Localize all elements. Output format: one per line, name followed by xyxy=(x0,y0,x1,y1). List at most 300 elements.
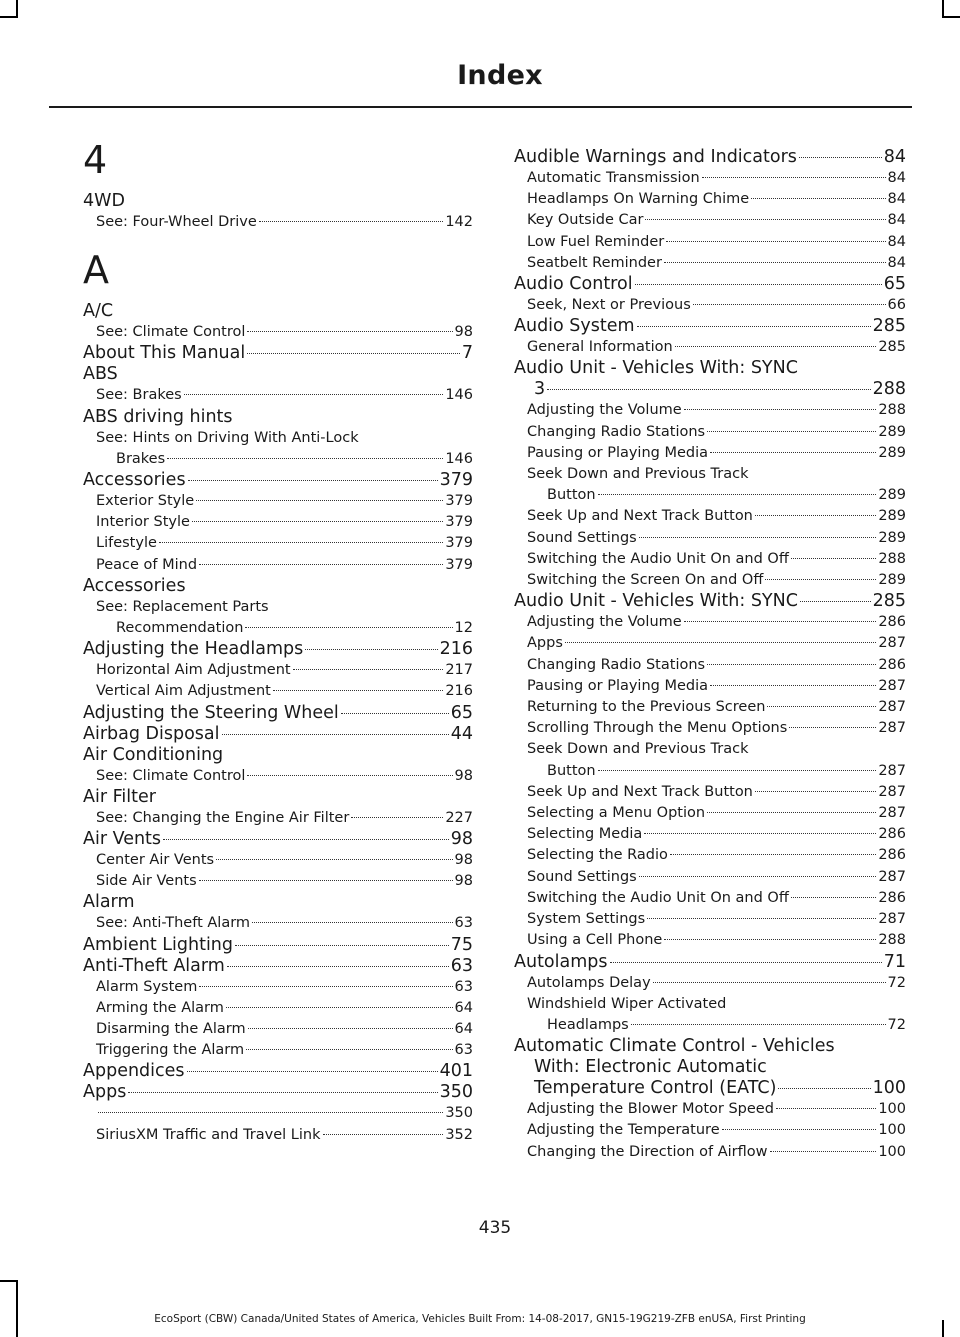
entry-title: Peace of Mind xyxy=(96,556,198,573)
entry-line xyxy=(527,824,906,845)
entry-page: 65 xyxy=(883,274,906,295)
entry-page: 352 xyxy=(445,1126,473,1143)
dot-leader xyxy=(598,494,877,495)
entry-title: Sound Settings xyxy=(527,529,637,546)
dot-leader xyxy=(323,1134,444,1135)
index-entry[interactable] xyxy=(83,576,473,597)
index-subentry[interactable] xyxy=(83,555,473,576)
entry-title: See: Climate Control xyxy=(96,767,246,784)
index-subentry[interactable] xyxy=(83,850,473,871)
index-subentry[interactable] xyxy=(514,803,906,824)
entry-page: 100 xyxy=(878,1101,906,1118)
entry-line xyxy=(96,385,473,406)
entry-page: 63 xyxy=(450,955,473,976)
entry-title: Adjusting the Volume xyxy=(527,614,682,631)
dot-leader xyxy=(710,685,876,686)
entry-page: 289 xyxy=(878,444,906,461)
index-subentry[interactable] xyxy=(83,212,473,233)
dot-leader xyxy=(246,1049,452,1050)
entry-page: 12 xyxy=(454,620,473,637)
index-subentry[interactable] xyxy=(514,549,906,570)
index-list xyxy=(83,301,473,1146)
index-subentry[interactable] xyxy=(514,1142,906,1163)
dot-leader xyxy=(755,791,876,792)
entry-page: 66 xyxy=(887,297,906,314)
entry-page: 216 xyxy=(439,639,473,660)
index-entry[interactable] xyxy=(514,316,906,337)
entry-title: A/C xyxy=(83,301,114,322)
index-subentry[interactable] xyxy=(83,660,473,681)
entry-title: Changing Radio Stations xyxy=(527,656,706,673)
dot-leader xyxy=(226,1007,453,1008)
entry-line xyxy=(96,618,473,639)
index-subentry[interactable] xyxy=(83,322,473,343)
index-entry[interactable] xyxy=(83,787,473,808)
entry-page: 98 xyxy=(454,324,473,341)
entry-page: 227 xyxy=(445,809,473,826)
index-subentry[interactable] xyxy=(83,533,473,554)
dot-leader xyxy=(693,304,886,305)
index-subentry[interactable] xyxy=(514,909,906,930)
entry-page: 401 xyxy=(439,1061,473,1082)
entry-line xyxy=(96,871,473,892)
entry-page: 98 xyxy=(454,767,473,784)
index-subentry[interactable] xyxy=(514,253,906,274)
dot-leader xyxy=(247,331,452,332)
index-subentry[interactable] xyxy=(514,718,906,739)
entry-line xyxy=(96,212,473,233)
dot-leader xyxy=(647,918,876,919)
entry-title: Using a Cell Phone xyxy=(527,932,663,949)
index-entry[interactable] xyxy=(514,358,906,400)
index-entry[interactable] xyxy=(83,191,473,212)
index-column-left xyxy=(83,135,473,1146)
entry-title: Selecting the Radio xyxy=(527,847,668,864)
index-entry[interactable] xyxy=(83,343,473,364)
entry-line xyxy=(83,724,473,745)
entry-title: Exterior Style xyxy=(96,493,195,510)
dot-leader xyxy=(776,1108,876,1109)
entry-page: 287 xyxy=(878,911,906,928)
dot-leader xyxy=(565,642,876,643)
entry-title: Switching the Audio Unit On and Off xyxy=(527,550,789,567)
entry-line xyxy=(527,867,906,888)
entry-line xyxy=(96,533,473,554)
index-subentry[interactable] xyxy=(83,1125,473,1146)
entry-line xyxy=(83,935,473,956)
entry-line xyxy=(527,253,906,274)
entry-line xyxy=(83,829,473,850)
index-subentry[interactable] xyxy=(514,973,906,994)
entry-title: Adjusting the Temperature xyxy=(527,1122,720,1139)
entry-page: 287 xyxy=(878,720,906,737)
index-subentry[interactable] xyxy=(83,681,473,702)
index-subentry[interactable] xyxy=(514,888,906,909)
index-entry[interactable] xyxy=(83,745,473,766)
entry-title: Button xyxy=(547,762,596,779)
index-entry[interactable] xyxy=(83,407,473,428)
index-subentry[interactable] xyxy=(83,1040,473,1061)
crop-mark-top-left-h xyxy=(0,16,18,18)
entry-title: Side Air Vents xyxy=(96,873,197,890)
index-list xyxy=(83,191,473,233)
entry-title: Changing Radio Stations xyxy=(527,423,706,440)
entry-line xyxy=(96,1125,473,1146)
dot-leader xyxy=(799,157,882,158)
entry-page: 287 xyxy=(878,868,906,885)
index-subentry[interactable] xyxy=(514,400,906,421)
index-subentry[interactable] xyxy=(83,512,473,533)
entry-page: 146 xyxy=(445,450,473,467)
entry-title: Automatic Transmission xyxy=(527,170,700,186)
entry-page: 84 xyxy=(887,212,906,229)
entry-page: 350 xyxy=(445,1105,473,1122)
entry-line xyxy=(514,591,906,612)
dot-leader xyxy=(159,542,443,543)
entry-line xyxy=(83,956,473,977)
entry-title: Adjusting the Blower Motor Speed xyxy=(527,1101,774,1118)
index-subentry[interactable] xyxy=(83,1019,473,1040)
entry-title: See: Brakes xyxy=(96,387,182,404)
entry-line xyxy=(527,168,906,189)
section-letter: A xyxy=(83,248,109,293)
entry-title: Vertical Aim Adjustment xyxy=(96,683,271,700)
index-subentry[interactable] xyxy=(514,443,906,464)
entry-title: Adjusting the Volume xyxy=(527,402,682,419)
entry-page: 350 xyxy=(439,1082,473,1103)
entry-title: Triggering the Alarm xyxy=(96,1042,245,1059)
index-subentry[interactable] xyxy=(83,998,473,1019)
entry-line xyxy=(96,998,473,1019)
index-subentry[interactable] xyxy=(514,697,906,718)
entry-page: 63 xyxy=(454,1042,473,1059)
dot-leader xyxy=(684,621,877,622)
entry-page: 287 xyxy=(878,783,906,800)
dot-leader xyxy=(755,515,876,516)
index-subentry[interactable] xyxy=(514,337,906,358)
entry-page: 287 xyxy=(878,699,906,716)
entry-title: Windshield Wiper Activated xyxy=(527,995,727,1012)
entry-title: 3 xyxy=(534,379,546,400)
dot-leader xyxy=(653,982,886,983)
index-entry[interactable] xyxy=(83,301,473,322)
entry-page: 288 xyxy=(878,402,906,419)
entry-line xyxy=(527,930,906,951)
entry-line xyxy=(96,512,473,533)
dot-leader xyxy=(800,601,871,602)
entry-line xyxy=(527,1099,906,1120)
entry-title: Center Air Vents xyxy=(96,852,215,869)
entry-page: 287 xyxy=(878,762,906,779)
index-subentry[interactable] xyxy=(514,930,906,951)
index-subentry[interactable] xyxy=(514,464,906,506)
entry-page: 84 xyxy=(887,170,906,186)
index-subentry[interactable] xyxy=(514,189,906,210)
entry-page: 289 xyxy=(878,508,906,525)
index-subentry[interactable] xyxy=(83,385,473,406)
index-entry[interactable] xyxy=(83,1082,473,1103)
entry-line xyxy=(527,337,906,358)
index-entry[interactable] xyxy=(83,956,473,977)
entry-title: Pausing or Playing Media xyxy=(527,444,709,461)
dot-leader xyxy=(610,962,882,963)
index-entry[interactable] xyxy=(514,591,906,612)
index-subentry[interactable] xyxy=(514,506,906,527)
entry-line xyxy=(527,443,906,464)
index-entry[interactable] xyxy=(83,829,473,850)
index-subentry[interactable] xyxy=(514,168,906,189)
entry-line xyxy=(96,850,473,871)
dot-leader xyxy=(707,664,876,665)
entry-page: 379 xyxy=(445,556,473,573)
index-entry[interactable] xyxy=(83,703,473,724)
entry-page: 379 xyxy=(445,535,473,552)
entry-line xyxy=(514,379,906,400)
index-entry[interactable] xyxy=(83,639,473,660)
entry-line xyxy=(83,1082,473,1103)
entry-line xyxy=(527,295,906,316)
footer-text: EcoSport (CBW) Canada/United States of America, Vehicles Built From: 14-08-2017, GN15-19G219-ZFB enUSA, First Printing xyxy=(154,1313,806,1325)
index-subentry[interactable] xyxy=(83,597,473,639)
entry-page: 379 xyxy=(439,470,473,491)
dot-leader xyxy=(644,833,876,834)
dot-leader xyxy=(702,177,886,178)
dot-leader xyxy=(770,1151,877,1152)
entry-title: Adjusting the Steering Wheel xyxy=(83,702,339,723)
dot-leader xyxy=(789,727,876,728)
dot-leader xyxy=(247,775,452,776)
dot-leader xyxy=(722,1129,877,1130)
index-entry[interactable] xyxy=(83,364,473,385)
index-entry[interactable] xyxy=(514,274,906,295)
entry-line xyxy=(83,343,473,364)
entry-page: 71 xyxy=(883,951,906,972)
entry-line xyxy=(527,888,906,909)
index-entry[interactable] xyxy=(83,724,473,745)
entry-title: See: Hints on Driving With Anti-Lock xyxy=(96,429,359,446)
index-subentry[interactable] xyxy=(83,491,473,512)
entry-title: Autolamps Delay xyxy=(527,974,651,991)
entry-title: Seatbelt Reminder xyxy=(527,254,662,271)
index-entry[interactable] xyxy=(514,952,906,973)
index-entry[interactable] xyxy=(83,470,473,491)
dot-leader xyxy=(98,1112,443,1113)
index-subentry[interactable] xyxy=(514,633,906,654)
index-subentry[interactable] xyxy=(83,766,473,787)
entry-title-continued: With: Electronic Automatic xyxy=(534,1057,767,1078)
entry-line xyxy=(527,210,906,231)
entry-line xyxy=(96,1040,473,1061)
index-subentry[interactable] xyxy=(514,1099,906,1120)
index-column-right xyxy=(514,147,906,1163)
dot-leader xyxy=(767,706,876,707)
dot-leader xyxy=(235,945,449,946)
dot-leader xyxy=(666,241,885,242)
index-subentry[interactable] xyxy=(514,676,906,697)
index-subentry[interactable] xyxy=(514,612,906,633)
index-subentry[interactable] xyxy=(83,871,473,892)
index-subentry[interactable] xyxy=(514,739,906,781)
dot-leader xyxy=(245,627,452,628)
entry-title: Autolamps xyxy=(514,951,608,972)
entry-page: 146 xyxy=(445,387,473,404)
entry-title: Apps xyxy=(527,635,563,652)
entry-title: Automatic Climate Control - Vehicles xyxy=(514,1036,835,1057)
dot-leader xyxy=(293,669,444,670)
index-subentry[interactable] xyxy=(83,428,473,470)
entry-title: Low Fuel Reminder xyxy=(527,233,665,250)
index-subentry[interactable] xyxy=(83,913,473,934)
crop-mark-bottom-left-h xyxy=(0,1280,18,1282)
entry-title: Temperature Control (EATC) xyxy=(534,1078,777,1099)
entry-line xyxy=(527,612,906,633)
index-entry[interactable] xyxy=(83,1061,473,1082)
crop-mark-bottom-left-v xyxy=(16,1280,18,1337)
dot-leader xyxy=(675,346,877,347)
entry-page: 379 xyxy=(445,493,473,510)
index-subentry[interactable] xyxy=(514,845,906,866)
entry-line xyxy=(527,803,906,824)
entry-page: 72 xyxy=(887,974,906,991)
entry-title: Seek Down and Previous Track xyxy=(527,741,749,758)
entry-page: 98 xyxy=(454,873,473,890)
entry-line xyxy=(96,555,473,576)
dot-leader xyxy=(128,1092,437,1093)
dot-leader xyxy=(192,521,443,522)
entry-page: 289 xyxy=(878,529,906,546)
dot-leader xyxy=(645,219,885,220)
entry-line xyxy=(96,449,473,470)
entry-title: Changing the Direction of Airflow xyxy=(527,1143,768,1160)
index-entry[interactable] xyxy=(514,147,906,168)
index-subentry[interactable] xyxy=(514,232,906,253)
index-entry[interactable] xyxy=(83,892,473,913)
entry-title: Appendices xyxy=(83,1061,185,1082)
entry-line xyxy=(527,973,906,994)
entry-page: 288 xyxy=(872,379,906,400)
entry-page: 286 xyxy=(878,614,906,631)
entry-title: Sound Settings xyxy=(527,868,637,885)
entry-title: Arming the Alarm xyxy=(96,999,224,1016)
index-subentry[interactable] xyxy=(514,655,906,676)
entry-title: Alarm xyxy=(83,892,135,913)
index-subentry[interactable] xyxy=(514,782,906,803)
index-subentry[interactable] xyxy=(514,570,906,591)
entry-page: 100 xyxy=(878,1122,906,1139)
index-subentry[interactable] xyxy=(514,824,906,845)
dot-leader xyxy=(199,564,443,565)
entry-page: 286 xyxy=(878,889,906,906)
entry-title: Seek Down and Previous Track xyxy=(527,466,749,483)
dot-leader xyxy=(664,939,876,940)
entry-title: Scrolling Through the Menu Options xyxy=(527,720,788,737)
entry-page: 288 xyxy=(878,932,906,949)
dot-leader xyxy=(631,1024,886,1025)
dot-leader xyxy=(598,770,877,771)
index-subentry[interactable] xyxy=(514,867,906,888)
entry-line xyxy=(527,570,906,591)
dot-leader xyxy=(305,649,437,650)
entry-line xyxy=(527,845,906,866)
entry-line xyxy=(527,633,906,654)
index-subentry[interactable] xyxy=(514,295,906,316)
index-subentry[interactable] xyxy=(514,422,906,443)
entry-line xyxy=(527,761,906,782)
entry-line xyxy=(527,782,906,803)
entry-page: 287 xyxy=(878,677,906,694)
index-subentry[interactable] xyxy=(83,977,473,998)
dot-leader xyxy=(222,734,449,735)
entry-title: Accessories xyxy=(83,470,186,491)
entry-line xyxy=(514,147,906,168)
entry-title: Audio Control xyxy=(514,274,633,295)
entry-title: Anti-Theft Alarm xyxy=(83,955,225,976)
dot-leader xyxy=(187,1071,438,1072)
entry-title: General Information xyxy=(527,339,673,356)
entry-line xyxy=(83,703,473,724)
dot-leader xyxy=(684,409,877,410)
entry-line xyxy=(527,718,906,739)
entry-title: Air Filter xyxy=(83,786,156,807)
entry-title: Audio Unit - Vehicles With: SYNC xyxy=(514,591,798,612)
dot-leader xyxy=(227,966,449,967)
page-number: 435 xyxy=(478,1218,512,1238)
entry-title: See: Anti-Theft Alarm xyxy=(96,915,251,932)
index-subentry[interactable] xyxy=(514,994,906,1036)
entry-page: 289 xyxy=(878,487,906,504)
entry-title: ABS xyxy=(83,364,118,385)
entry-page: 287 xyxy=(878,805,906,822)
entry-line xyxy=(96,322,473,343)
entry-line xyxy=(96,977,473,998)
entry-line xyxy=(83,639,473,660)
entry-line xyxy=(527,232,906,253)
entry-title: Audible Warnings and Indicators xyxy=(514,147,797,167)
entry-title: About This Manual xyxy=(83,343,246,364)
entry-title: Disarming the Alarm xyxy=(96,1021,246,1038)
index-subentry[interactable] xyxy=(514,210,906,231)
entry-line xyxy=(527,400,906,421)
index-entry[interactable] xyxy=(83,935,473,956)
index-subentry[interactable] xyxy=(83,808,473,829)
entry-title: Recommendation xyxy=(116,620,244,637)
index-subentry[interactable] xyxy=(514,1120,906,1141)
entry-line xyxy=(83,1061,473,1082)
entry-line xyxy=(527,909,906,930)
entry-title: Horizontal Aim Adjustment xyxy=(96,662,291,679)
entry-title: Headlamps On Warning Chime xyxy=(527,191,750,208)
entry-title: Airbag Disposal xyxy=(83,723,220,744)
crop-mark-top-right-h xyxy=(942,16,960,18)
index-entry[interactable] xyxy=(514,1036,906,1099)
entry-page: 289 xyxy=(878,572,906,589)
dot-leader xyxy=(188,480,438,481)
entry-title: Air Vents xyxy=(83,829,162,850)
header-rule xyxy=(49,106,912,108)
entry-page: 64 xyxy=(454,1021,473,1038)
entry-page: 44 xyxy=(450,723,473,744)
entry-title: See: Replacement Parts xyxy=(96,598,269,615)
entry-line xyxy=(96,766,473,787)
entry-line xyxy=(527,1120,906,1141)
entry-title: Seek Up and Next Track Button xyxy=(527,508,753,525)
index-subentry[interactable] xyxy=(83,1103,473,1124)
entry-line xyxy=(83,470,473,491)
entry-title: ABS driving hints xyxy=(83,406,233,427)
dot-leader xyxy=(639,537,877,538)
dot-leader xyxy=(167,458,443,459)
index-subentry[interactable] xyxy=(514,528,906,549)
